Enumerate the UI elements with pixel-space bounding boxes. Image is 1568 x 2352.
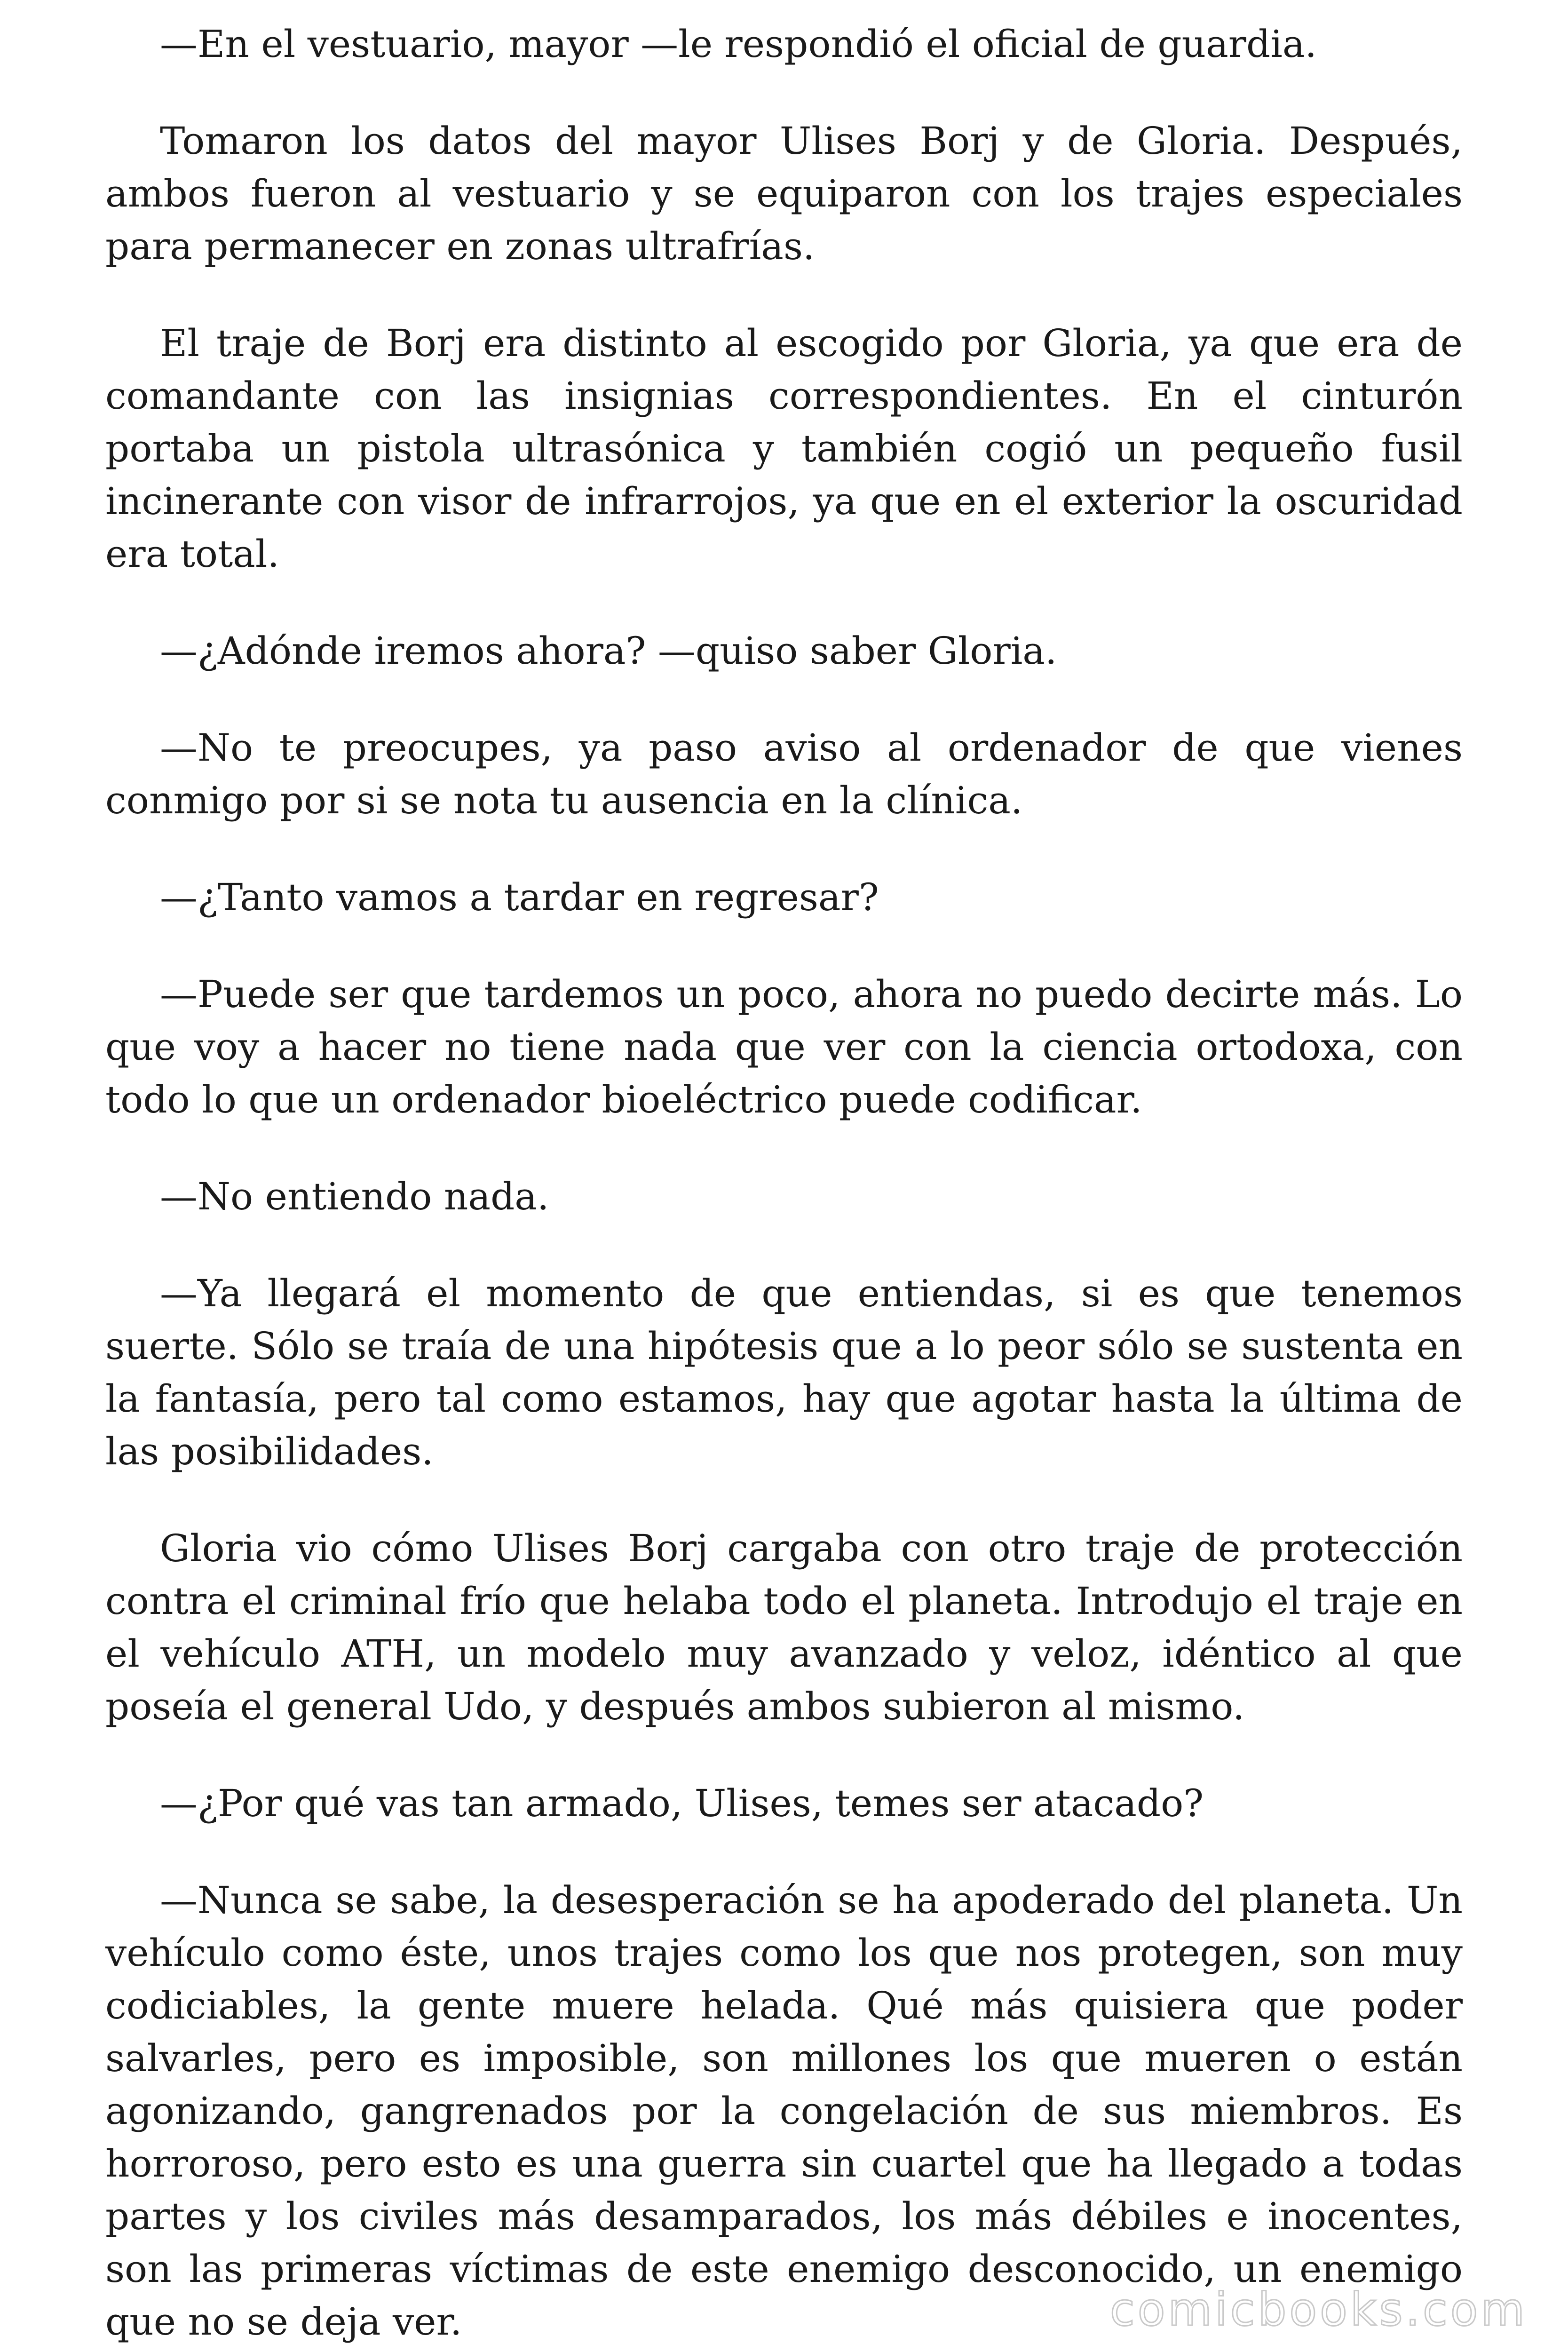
paragraph: —Ya llegará el momento de que entiendas, si es que tenemos suerte. Sólo se traía de una hipótesis que a lo peor sólo se sustenta en la fantasía, pero tal como estamos, hay que agotar hasta la última de las posibilidades. — [105, 1271, 1463, 1473]
paragraph: —No te preocupes, ya paso aviso al ordenador de que vienes conmigo por si se nota tu ausencia en la clínica. — [105, 726, 1463, 822]
watermark: comicbooks.com — [1109, 2283, 1528, 2336]
paragraph: —Puede ser que tardemos un poco, ahora no puedo decirte más. Lo que voy a hacer no tiene nada que ver con la ciencia ortodoxa, con todo lo que un ordenador bioeléctrico puede codificar. — [105, 972, 1463, 1121]
paragraph: —¿Tanto vamos a tardar en regresar? — [160, 875, 879, 919]
paragraph: —¿Por qué vas tan armado, Ulises, temes ser atacado? — [160, 1781, 1204, 1825]
paragraph: —Nunca se sabe, la desesperación se ha apoderado del planeta. Un vehículo como éste, unos trajes como los que nos protegen, son muy codiciables, la gente muere helada. Qué más quisiera que poder salvarles, pero es imposible, son millones los que mueren o están agonizando, gangrenados por la congelación de sus miembros. Es horroroso, pero esto es una guerra sin cuartel que ha llegado a todas partes y los civiles más desamparados, los más débiles e inocentes, son las primeras víctimas de este enemigo desconocido, un enemigo que no se deja ver. — [105, 1878, 1463, 2344]
paragraph: Tomaron los datos del mayor Ulises Borj y de Gloria. Después, ambos fueron al vestuario y se equiparon con los trajes especiales para permanecer en zonas ultrafrías. — [105, 119, 1463, 268]
paragraph: El traje de Borj era distinto al escogido por Gloria, ya que era de comandante con las insignias correspondientes. En el cinturón portaba un pistola ultrasónica y también cogió un pequeño fusil incinerante con visor de infrarrojos, ya que en el exterior la oscuridad era total. — [105, 321, 1463, 576]
paragraph: —En el vestuario, mayor —le respondió el oficial de guardia. — [160, 22, 1317, 66]
paragraph: Gloria vio cómo Ulises Borj cargaba con otro traje de protección contra el criminal frío que helaba todo el planeta. Introdujo el traje en el vehículo ATH, un modelo muy avanzado y veloz, idéntico al que poseía el general Udo, y después ambos subieron al mismo. — [105, 1526, 1463, 1728]
book-page-text — [105, 18, 1463, 2348]
paragraph: —No entiendo nada. — [160, 1175, 549, 1218]
paragraph: —¿Adónde iremos ahora? —quiso saber Gloria. — [160, 629, 1057, 673]
